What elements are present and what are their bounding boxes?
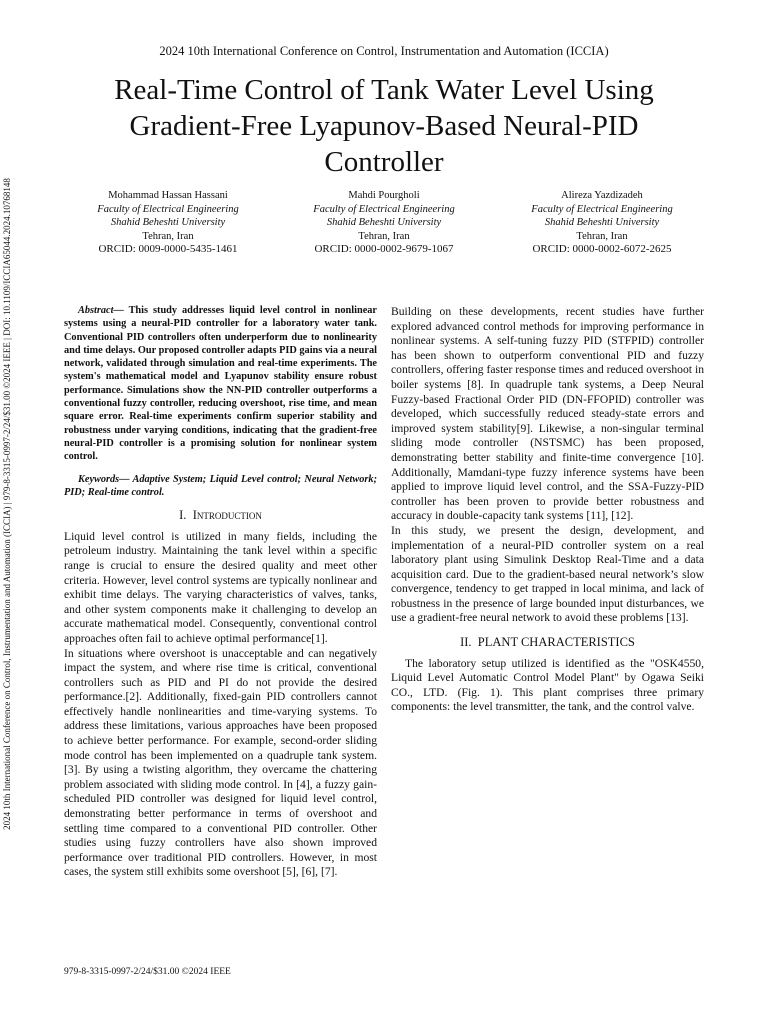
author-name: Mohammad Hassan Hassani [108, 190, 228, 201]
keywords: Keywords— Adaptive System; Liquid Level control; Neural Network; PID; Real-time control. [64, 473, 377, 498]
section-title: Introduction [192, 508, 262, 523]
author-orcid: ORCID: 0000-0002-9679-1067 [314, 243, 454, 255]
author-name: Mahdi Pourgholi [348, 190, 420, 201]
section-number: I. [179, 508, 187, 523]
abstract-text: This study addresses liquid level control in nonlinear systems using a neural-PID controller for a laboratory water tank. Conventional PID controllers often underperform due to nonlinearity and time delays. Our proposed controller adapts PID gains via a neural network, validated through simulation and real-time experiments. The system's mathematical model and Lyapunov stability ensure robust performance. Simulations show the NN-PID controller outperforms a conventional fuzzy controller, reducing overshoot, rise time, and mean square error. Real-time experiments confirm superior stability and robustness under varying conditions, indicating that the gradient-free neural-PID controller is a promising solution for nonlinear system control. [64, 305, 377, 463]
author-faculty: Faculty of Electrical Engineering [313, 203, 455, 215]
author-university: Shahid Beheshti University [544, 217, 660, 228]
author-faculty: Faculty of Electrical Engineering [97, 203, 239, 215]
intro-paragraph-4: In this study, we present the design, development, and implementation of a neural-PID controller system on a real laboratory plant using Simulink Desktop Real-Time and a data acquisition card. Due to the gradient-based neural network’s slow convergence, tendency to get trapped in local minima, and lack of robustness in the presence of large bounded input disturbances, we use a gradient-free neural network to avoid these problems [13]. [391, 523, 704, 625]
intro-paragraph-2: In situations where overshoot is unacceptable and can negatively impact the system, and where rise time is critical, conventional controllers such as PID and PI do not provide the desired performance.[2]. Additionally, fixed-gain PID controllers cannot effectively handle nonlinearities and time-varying systems. To address these limitations, various approaches have been proposed to achieve better performance. For example, second-order sliding mode control has been implemented on a quadruple tank system. [3]. By using a twisting algorithm, they overcame the chattering problem associated with sliding mode control. In [4], a fuzzy gain-scheduled PID controller was designed for liquid level control, demonstrating better performance in terms of overshoot and settling time compared to a conventional PID controller. Other studies using fuzzy controllers have also shown improved performance over traditional PID controllers. However, in most cases, the system still exhibits some overshoot [5], [6], [7]. [64, 646, 377, 879]
author-2 [274, 189, 494, 257]
author-3 [492, 189, 712, 257]
right-column [391, 305, 704, 715]
author-location: Tehran, Iran [142, 230, 194, 242]
intro-paragraph-1: Liquid level control is utilized in many fields, including the petroleum industry. Maintaining the tank level within a specific range is crucial to ensure the desired quality and meet other criteria. However, level control systems are typically nonlinear and exhibit time delays. The varying characteristics of valves, tanks, and other system components make it challenging to develop an accurate mathematical model. Consequently, conventional control approaches often fail to achieve optimal performance[1]. [64, 529, 377, 645]
footer-copyright: 979-8-3315-0997-2/24/$31.00 ©2024 IEEE [64, 967, 231, 977]
author-university: Shahid Beheshti University [110, 217, 226, 228]
plant-paragraph: The laboratory setup utilized is identified as the "OSK4550, Liquid Level Automatic Control Model Plant" by Ogawa Seiki CO., LTD. (Fig. 1). This plant comprises three primary components: the level transmitter, the tank, and the control valve. [391, 656, 704, 714]
author-orcid: ORCID: 0009-0000-5435-1461 [98, 243, 238, 255]
author-university: Shahid Beheshti University [326, 217, 442, 228]
conference-header: 2024 10th International Conference on Control, Instrumentation and Automation (ICCIA) [159, 44, 609, 58]
author-faculty: Faculty of Electrical Engineering [531, 203, 673, 215]
abstract [64, 304, 377, 464]
paper-title: Real-Time Control of Tank Water Level Using Gradient-Free Lyapunov-Based Neural-PID Controller [114, 74, 654, 178]
author-name: Alireza Yazdizadeh [561, 190, 643, 201]
section-title: PLANT CHARACTERISTICS [477, 635, 635, 650]
intro-paragraph-3: Building on these developments, recent studies have further explored advanced control methods for improving performance in nonlinear systems. A self-tuning fuzzy PID (STFPID) controller has been shown to outperform conventional PID and fuzzy controllers, offering faster response times and reduced overshoot in boiler systems [8]. In quadruple tank systems, a Deep Neural Fuzzy-based Fractional Order PID (DN-FFOPID) controller was developed, which successfully reduced steady-state errors and improved system stability[9]. Likewise, a non-singular terminal sliding mode controller (NSTSMC) has been proposed, demonstrating better stability and finite-time convergence [10]. Additionally, Mamdani-type fuzzy inference systems have been applied to improve liquid level control, and the SSA-Fuzzy-PID controller has been proven to provide better robustness and accuracy in double-capacity tank systems [11], [12]. [391, 305, 704, 523]
author-location: Tehran, Iran [358, 230, 410, 242]
section-heading-introduction [64, 508, 377, 523]
author-1 [58, 189, 278, 257]
author-orcid: ORCID: 0000-0002-6072-2625 [532, 243, 672, 255]
left-column [64, 304, 377, 880]
section-number: II. [460, 635, 472, 650]
abstract-lead: Abstract— [78, 305, 124, 316]
section-heading-plant [391, 635, 704, 650]
author-location: Tehran, Iran [576, 230, 628, 242]
side-citation-strip: 2024 10th International Conference on Control, Instrumentation and Automation (ICCIA) | 979-8-3315-0997-2/24/$31.00 ©2024 IEEE | DOI: 10.1109/ICCIA65044.2024.10768148 [2, 178, 12, 830]
